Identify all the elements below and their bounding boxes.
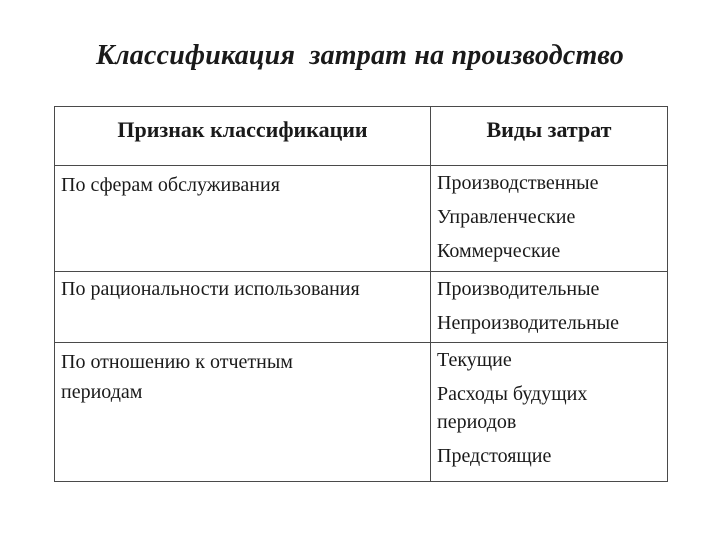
criterion-text: По сферам обслуживания (61, 174, 280, 196)
cost-type-item: Производственные (437, 172, 599, 194)
cost-type-item: Текущие (437, 349, 512, 371)
cost-classification-table (54, 106, 668, 482)
slide-title: Классификация затрат на производство (96, 40, 624, 71)
header-classification-criterion: Признак классификации (55, 107, 431, 165)
cost-types-cell (431, 272, 667, 342)
cost-type-item: Управленческие (437, 206, 576, 228)
cost-type-item: Предстоящие (437, 445, 552, 467)
criterion-text: По рациональности использования (61, 278, 360, 300)
table-row (55, 271, 667, 342)
cost-type-item: Производительные (437, 278, 600, 300)
cost-type-item (437, 377, 667, 439)
cost-types-cell (431, 166, 667, 271)
table-row (55, 165, 667, 271)
table-row (55, 342, 667, 481)
cost-type-line: периодов (437, 411, 517, 433)
header-cost-types: Виды затрат (486, 117, 612, 142)
criterion-text: По отношению к отчетным периодам (61, 351, 293, 403)
cost-type-line: Расходы будущих (437, 383, 588, 405)
cost-type-item: Непроизводительные (437, 312, 619, 334)
cost-types-cell (431, 343, 667, 481)
criterion-cell (55, 166, 431, 271)
criterion-cell (55, 272, 431, 342)
cost-type-item: Коммерческие (437, 240, 561, 262)
criterion-cell (55, 343, 431, 481)
table-header-row (55, 107, 667, 165)
